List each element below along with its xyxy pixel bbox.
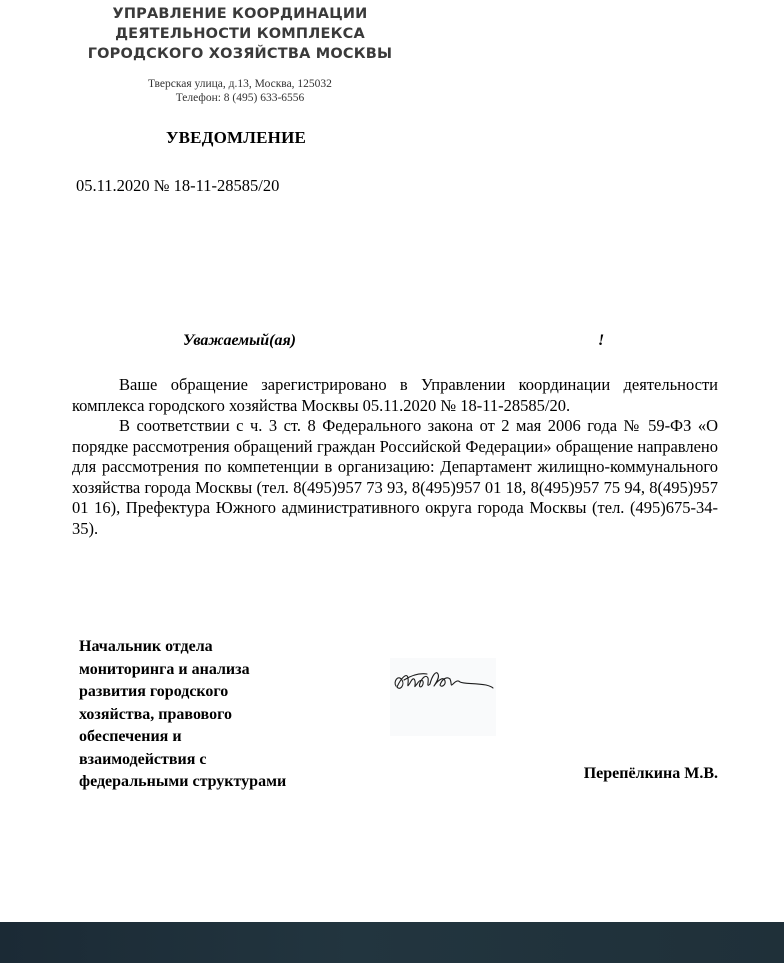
position-line: развития городского xyxy=(79,683,229,700)
organization-address: Тверская улица, д.13, Москва, 125032 xyxy=(148,78,332,90)
greeting-exclamation: ! xyxy=(598,332,605,349)
body-paragraph: В соответствии с ч. 3 ст. 8 Федерального закона от 2 мая 2006 года № 59-ФЗ «О порядке рассмотрения обращений граждан Российской Федерации» обращение направлено для рассмотрения по компетенции в организацию: Департамент жилищно-коммунального хозяйства города Москвы (тел. 8(495)957 73 93, 8(495)957 01 18, 8(495)957 75 94, 8(495)957 01 16), Префектура Южного административного округа города Москвы (тел. (495)675-34-35). xyxy=(72,416,718,538)
document-type: УВЕДОМЛЕНИЕ xyxy=(165,128,307,147)
position-line: хозяйства, правового xyxy=(79,705,232,723)
greeting: Уважаемый(ая) xyxy=(183,332,297,349)
position-line: взаимодействия с xyxy=(79,750,207,768)
position-line: Начальник отдела xyxy=(79,638,213,655)
registration-number: 05.11.2020 № 18-11-28585/20 xyxy=(76,176,280,195)
handwritten-signature xyxy=(390,658,496,736)
signatory-name: Перепёлкина М.В. xyxy=(583,765,718,782)
organization-contacts xyxy=(60,77,420,105)
org-name-line: ГОРОДСКОГО ХОЗЯЙСТВА МОСКВЫ xyxy=(87,46,393,62)
body-paragraph: Ваше обращение зарегистрировано в Управлении координации деятельности комплекса городского хозяйства Москвы 05.11.2020 № 18-11-28585/20. xyxy=(72,375,718,415)
position-line: обеспечения и xyxy=(79,728,182,745)
org-name-line: УПРАВЛЕНИЕ КООРДИНАЦИИ xyxy=(112,6,368,22)
organization-name xyxy=(60,4,420,64)
position-line: мониторинга и анализа xyxy=(79,660,250,678)
org-name-line: ДЕЯТЕЛЬНОСТИ КОМПЛЕКСА xyxy=(115,26,365,42)
signatory-position xyxy=(79,636,286,794)
organization-phone: Телефон: 8 (495) 633-6556 xyxy=(175,92,305,104)
notification-body xyxy=(72,375,718,539)
footer-band xyxy=(0,922,784,963)
position-line: федеральными структурами xyxy=(79,773,287,790)
